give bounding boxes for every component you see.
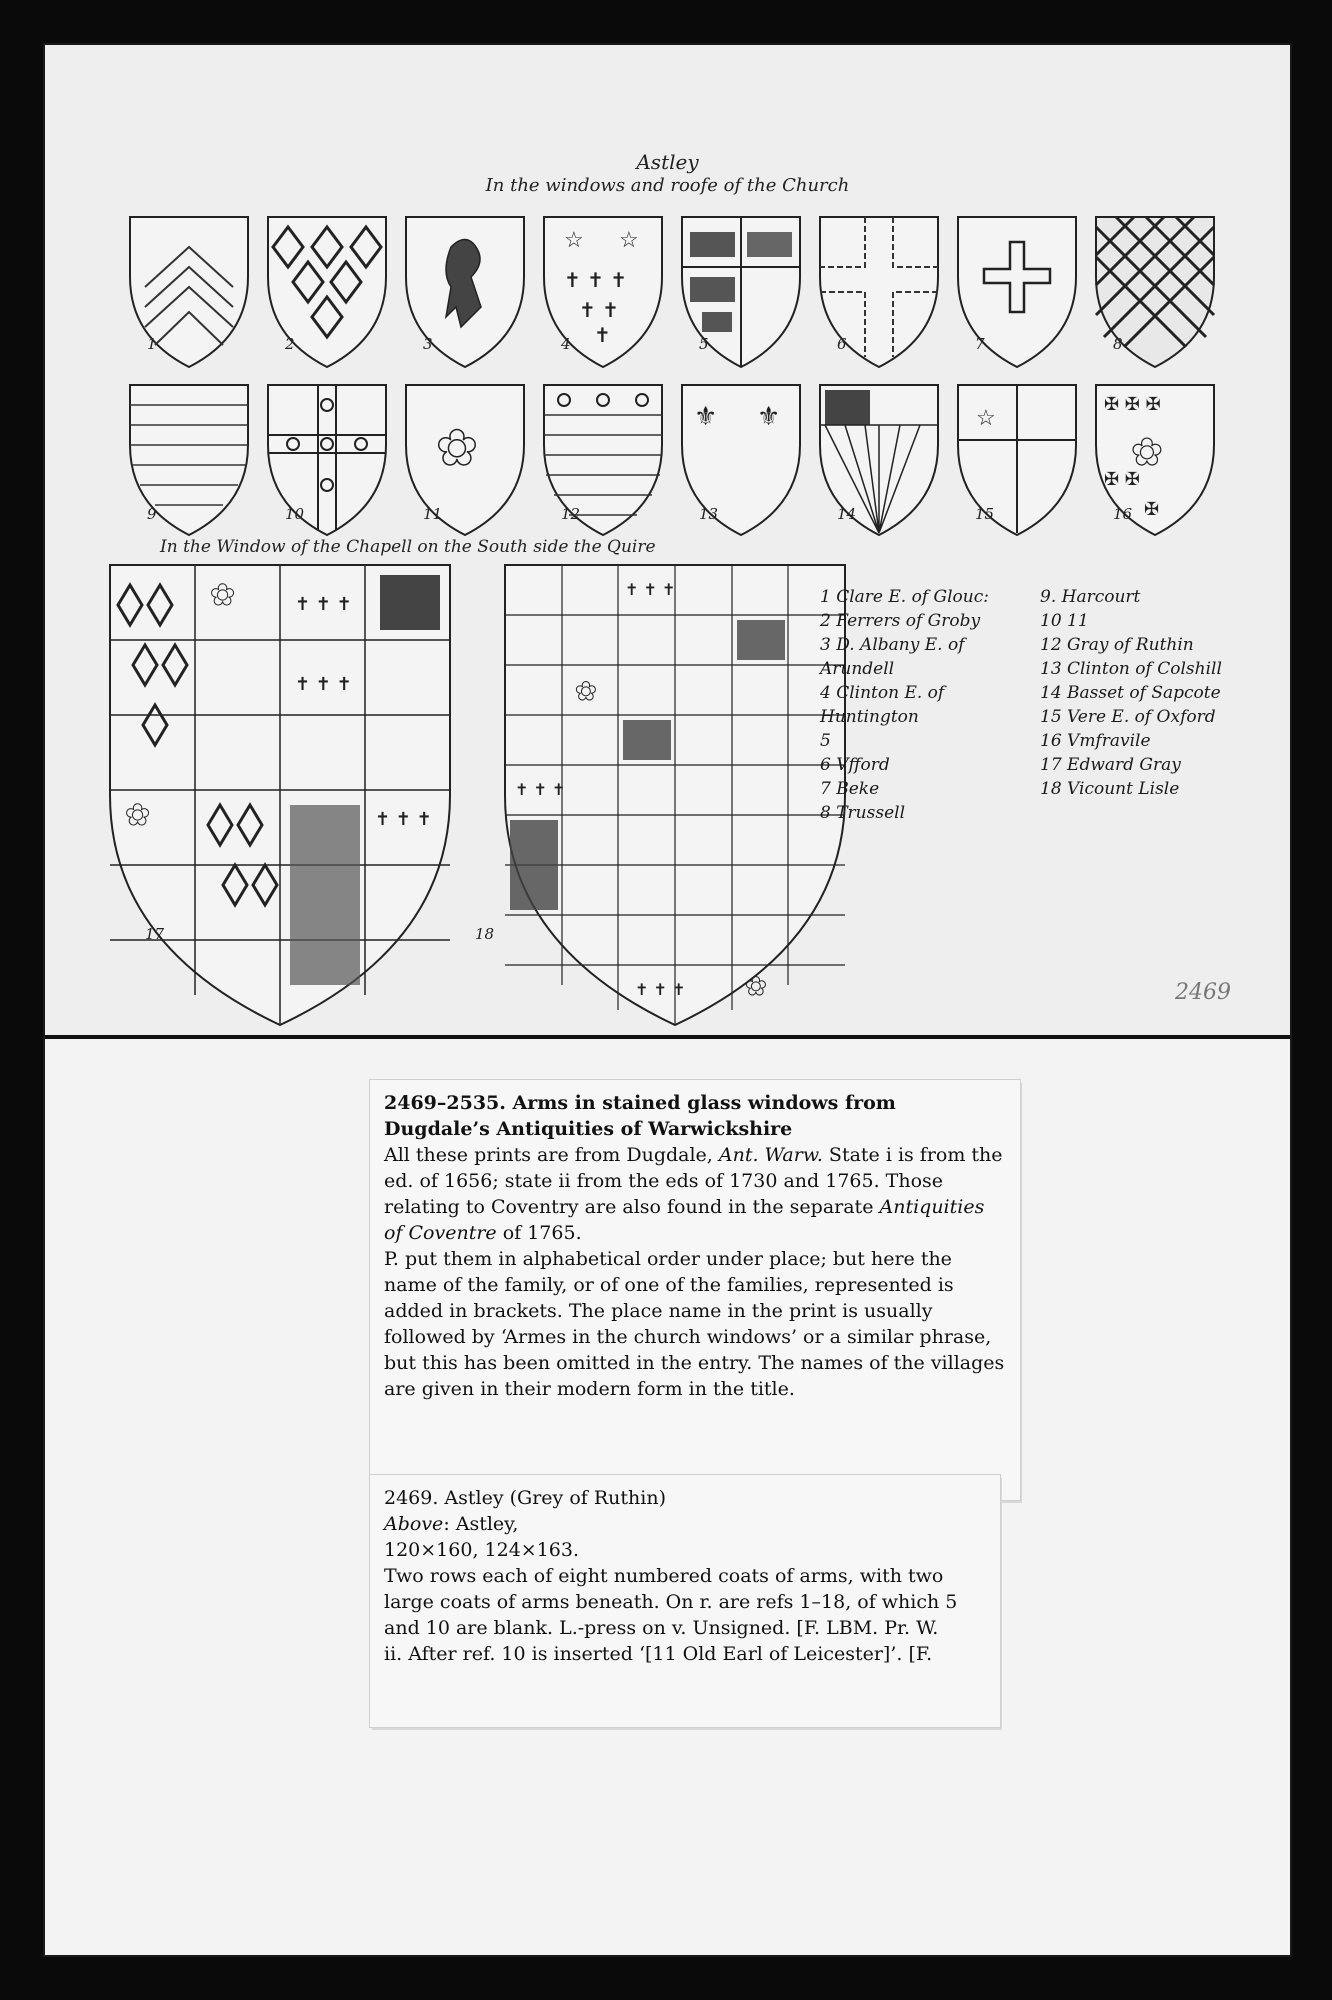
shield-number: 2 [285,335,295,353]
shield-18 [505,565,845,1025]
shield-number: 3 [423,335,433,353]
svg-text:✝: ✝ [594,323,611,347]
svg-text:✠: ✠ [1144,499,1160,520]
reference-entry: 16 Vmfravile [1040,731,1151,751]
catalog-slip-entry [370,1475,1000,1727]
reference-entry: 15 Vere E. of Oxford [1040,707,1216,727]
reference-entry: 18 Vicount Lisle [1040,779,1180,799]
shield-number: 15 [975,505,995,523]
references-left [820,585,989,825]
svg-text:✝ ✝ ✝: ✝ ✝ ✝ [375,809,432,830]
shield-number: 16 [1113,505,1133,523]
shield-number: 8 [1113,335,1123,353]
svg-text:✠ ✠: ✠ ✠ [1104,469,1140,490]
svg-text:☆: ☆ [564,228,584,253]
svg-text:✝ ✝ ✝: ✝ ✝ ✝ [295,674,352,695]
shield-number: 13 [699,505,719,523]
slip-state-ii: ii. After ref. 10 is inserted ‘[11 Old Earl of Leicester]’. [F. [384,1643,933,1665]
reference-entry: 14 Basset of Sapcote [1040,683,1221,703]
plate-title: Astley [636,150,699,174]
reference-entry: 2 Ferrers of Groby [820,611,981,631]
svg-text:✿: ✿ [125,798,151,833]
svg-text:⚜: ⚜ [694,402,718,432]
engraved-plate [45,45,1290,1039]
shield-17 [110,565,450,1025]
reference-entry: 1 Clare E. of Glouc: [820,587,989,607]
svg-text:✝ ✝ ✝: ✝ ✝ ✝ [564,268,627,292]
slip-heading: 2469–2535. Arms in stained glass windows from Dugdale’s Antiquities of Warwickshire [384,1092,896,1140]
reference-entry: 17 Edward Gray [1040,755,1181,775]
handwritten-number: 2469 [1175,980,1231,1005]
plate-subtitle: In the windows and roofe of the Church [485,175,850,196]
slip-heading: 2469. Astley (Grey of Ruthin) [384,1487,666,1509]
reference-entry: 5 [820,731,831,751]
svg-text:✝ ✝: ✝ ✝ [579,298,619,322]
shield-number: 1 [147,335,157,353]
svg-text:✿: ✿ [745,972,767,1002]
reference-entry: 9. Harcourt [1040,587,1141,607]
large-shields [110,565,860,1035]
shield-number: 9 [147,505,157,523]
svg-text:✝ ✝ ✝: ✝ ✝ ✝ [515,780,566,799]
slip-paragraph: All these prints are from Dugdale, Ant. Warw. State i is from the ed. of 1656; state ii from the eds of 1730 and 1765. Those relating to Coventry are also found in the separate Antiquities of Coventre of 1765. [384,1144,1003,1244]
reference-entry: 3 D. Albany E. of [820,635,965,655]
reference-entry: 13 Clinton of Colshill [1040,659,1222,679]
svg-text:✿: ✿ [210,578,236,613]
chapel-caption: In the Window of the Chapell on the South side the Quire [160,537,656,557]
reference-entry: 8 Trussell [820,803,906,823]
reference-entry: 12 Gray of Ruthin [1040,635,1194,655]
references-right [1040,585,1222,801]
reference-entry: 4 Clinton E. of [820,683,945,703]
reference-entry: 7 Beke [820,779,880,799]
svg-text:✿: ✿ [1131,430,1163,474]
shield-number: 17 [145,925,165,943]
svg-text:✿: ✿ [436,419,478,477]
shield-number: 7 [975,335,985,353]
slip-description: Two rows each of eight numbered coats of arms, with two large coats of arms beneath. On r. are refs 1–18, of which 5 and 10 are blank. L.-press on v. Unsigned. [F. LBM. Pr. W. [384,1565,958,1639]
shield-number: 10 [285,505,305,523]
reference-entry: 6 Vfford [820,755,890,775]
shield-number: 14 [837,505,857,523]
catalog-slip-intro [370,1080,1020,1500]
slip-paragraph: P. put them in alphabetical order under place; but here the name of the family, or of one of the families, represented is added in brackets. The place name in the print is usually followed by ‘Armes in the church windows’ or a similar phrase, but this has been omitted in the entry. The names of the villages are given in their modern form in the title. [384,1248,1005,1400]
svg-text:☆: ☆ [976,406,996,431]
slip-sizes: 120×160, 124×163. [384,1539,580,1561]
page-frame [45,45,1290,1955]
shield-number: 18 [475,925,495,943]
reference-entry: Huntington [820,707,919,727]
svg-text:✝ ✝ ✝: ✝ ✝ ✝ [635,980,686,999]
shield-number: 6 [837,335,847,353]
shield-number: 5 [699,335,709,353]
svg-text:✝ ✝ ✝: ✝ ✝ ✝ [295,594,352,615]
shield-number: 11 [423,505,443,523]
svg-text:✝ ✝ ✝: ✝ ✝ ✝ [625,580,676,599]
slip-above: Above: Astley, [384,1513,519,1535]
shield-number: 4 [561,335,571,353]
svg-text:⚜: ⚜ [757,402,781,432]
svg-text:✠ ✠ ✠: ✠ ✠ ✠ [1104,394,1161,415]
shield-number: 12 [561,505,581,523]
svg-text:☆: ☆ [619,228,639,253]
reference-entry: Arundell [820,659,895,679]
reference-entry: 10 11 [1040,611,1089,631]
svg-text:✿: ✿ [575,677,597,707]
